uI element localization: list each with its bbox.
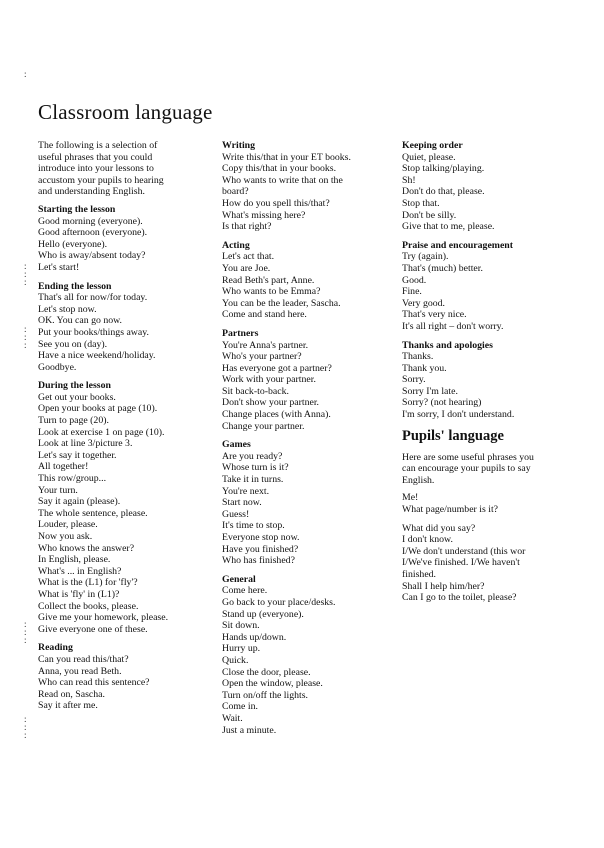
phrase-line: Now you ask. (38, 531, 93, 542)
intro-line: useful phrases that you could (38, 151, 153, 163)
phrase-line: I/We've finished. I/We haven't (402, 557, 520, 569)
phrase-line: Are you ready? (222, 450, 283, 462)
section-heading: Partners (222, 327, 259, 339)
section-block (38, 281, 220, 374)
phrase-line: Is that right? (222, 221, 272, 233)
intro-line: English. (402, 474, 435, 486)
phrase-line: Stop talking/playing. (402, 163, 485, 175)
phrase-line: Get out your books. (38, 391, 116, 403)
margin-marks: : : : (24, 714, 27, 740)
phrase-line: How do you spell this/that? (222, 197, 330, 209)
pupils-intro (402, 452, 570, 487)
section-block (402, 340, 570, 421)
phrase-line: Let's say it together. (38, 449, 117, 461)
phrase-line: The whole sentence, please. (38, 507, 148, 519)
phrase-line: Read Beth's part, Anne. (222, 274, 315, 286)
phrase-line: Who knows the answer? (38, 542, 135, 554)
section-block (402, 240, 570, 333)
intro-line: The following is a selection of (38, 140, 158, 151)
section-block (38, 380, 220, 635)
column-3 (402, 140, 570, 611)
phrase-line: What page/number is it? (402, 504, 499, 516)
phrase-line: Guess! (222, 508, 250, 520)
phrase-line: Let's act that. (222, 251, 275, 263)
intro-paragraph (38, 140, 220, 198)
phrase-line: Who is away/absent today? (38, 250, 146, 262)
section-block (402, 140, 570, 233)
phrase-line: Say it after me. (38, 700, 98, 712)
section-heading: Starting the lesson (38, 203, 116, 215)
phrase-line: You can be the leader, Sascha. (222, 297, 341, 309)
phrase-line: Don't do that, please. (402, 186, 485, 198)
phrase-line: Work with your partner. (222, 374, 316, 386)
phrase-line: You are Joe. (222, 262, 271, 274)
phrase-line: Who's your partner? (222, 351, 302, 363)
phrase-line: Me! (402, 492, 419, 504)
phrase-line: Wait. (222, 712, 243, 724)
phrase-line: Stop that. (402, 197, 440, 209)
phrase-line: Shall I help him/her? (402, 580, 485, 592)
phrase-line: In English, please. (38, 554, 111, 566)
phrase-line: Thanks. (402, 351, 434, 363)
phrase-line: Close the door, please. (222, 666, 311, 678)
phrase-line: That's very nice. (402, 309, 467, 321)
section-block (38, 642, 220, 712)
phrase-line: Who can read this sentence? (38, 677, 150, 689)
phrase-line: Good morning (everyone). (38, 215, 143, 227)
phrase-line: Sit down. (222, 620, 260, 632)
section-block (222, 240, 400, 321)
phrase-line: Come and stand here. (222, 309, 307, 321)
section-heading: Keeping order (402, 140, 463, 151)
phrase-line: That's all for now/for today. (38, 292, 148, 304)
column-2 (222, 140, 400, 743)
phrase-line: Start now. (222, 497, 262, 509)
intro-line: Here are some useful phrases you (402, 451, 534, 463)
phrase-line: Good afternoon (everyone). (38, 227, 148, 239)
section-list (38, 204, 220, 712)
phrase-line: Hello (everyone). (38, 238, 108, 250)
phrase-line: What is the (L1) for 'fly'? (38, 577, 138, 589)
phrase-line: Sit back-to-back. (222, 385, 289, 397)
column-1 (38, 140, 220, 719)
phrase-line: Goodbye. (38, 361, 77, 373)
phrase-line: Don't show your partner. (222, 397, 319, 409)
section-heading: Acting (222, 239, 250, 251)
section-list (402, 140, 570, 421)
section-heading: General (222, 573, 256, 585)
phrase-line: Change places (with Anna). (222, 409, 331, 421)
phrase-line: Whose turn is it? (222, 462, 289, 474)
margin-marks: : (24, 69, 27, 79)
phrase-line: Don't be silly. (402, 209, 457, 221)
phrase-line: Look at exercise 1 on page (10). (38, 426, 165, 438)
phrase-line: Very good. (402, 297, 445, 309)
phrase-line: Sh! (402, 174, 416, 186)
phrase-line: Sorry I'm late. (402, 385, 458, 397)
phrase-line: Come in. (222, 701, 258, 713)
phrase-line: Good. (402, 274, 427, 286)
phrase-line: Who wants to write that on the (222, 174, 343, 186)
phrase-line: Everyone stop now. (222, 532, 300, 543)
phrase-line: Take it in turns. (222, 474, 284, 486)
phrase-line: It's time to stop. (222, 520, 285, 532)
pupils-language-heading: Pupils' language (402, 427, 504, 444)
phrase-line: board? (222, 186, 249, 198)
phrase-line: Open the window, please. (222, 678, 323, 690)
phrase-line: Your turn. (38, 484, 78, 496)
pupils-group (402, 492, 570, 515)
phrase-line: You're Anna's partner. (222, 339, 309, 351)
phrase-line: Has everyone got a partner? (222, 362, 332, 374)
phrase-line: Quiet, please. (402, 151, 456, 163)
pupils-group (402, 523, 570, 604)
intro-line: introduce into your lessons to (38, 163, 154, 175)
section-block (222, 574, 400, 736)
phrase-line: Anna, you read Beth. (38, 665, 122, 677)
phrase-line: Give that to me, please. (402, 221, 495, 233)
phrase-line: OK. You can go now. (38, 315, 122, 327)
phrase-line: Read on, Sascha. (38, 688, 105, 700)
section-heading: Praise and encouragement (402, 239, 514, 251)
phrase-line: Let's stop now. (38, 303, 97, 315)
section-list (222, 140, 400, 736)
phrase-line: Give everyone one of these. (38, 623, 148, 635)
phrase-line: Try (again). (402, 251, 449, 263)
section-heading: During the lesson (38, 380, 111, 392)
phrase-line: Change your partner. (222, 420, 305, 432)
intro-line: can encourage your pupils to say (402, 463, 531, 475)
phrase-line: Quick. (222, 654, 249, 666)
phrase-line: Go back to your place/desks. (222, 596, 336, 608)
page-title: Classroom language (38, 100, 213, 124)
phrase-line: Have a nice weekend/holiday. (38, 350, 156, 362)
phrase-line: Stand up (everyone). (222, 608, 304, 620)
phrase-line: Give me your homework, please. (38, 612, 169, 624)
section-block (38, 204, 220, 274)
section-block (222, 439, 400, 567)
phrase-line: Write this/that in your ET books. (222, 151, 351, 163)
phrase-line: Let's start! (38, 261, 80, 273)
margin-marks: : : : (24, 324, 27, 350)
phrase-line: Come here. (222, 585, 268, 597)
phrase-line: Can you read this/that? (38, 653, 129, 665)
section-heading: Ending the lesson (38, 280, 112, 292)
phrase-line: Louder, please. (38, 519, 98, 531)
phrase-line: Hurry up. (222, 643, 261, 655)
phrase-line: Copy this/that in your books. (222, 163, 337, 175)
section-block (222, 328, 400, 432)
intro-line: and understanding English. (38, 186, 145, 198)
phrase-line: Say it again (please). (38, 496, 121, 508)
phrase-line: Who has finished? (222, 555, 295, 567)
phrase-line: Open your books at page (10). (38, 403, 158, 415)
phrase-line: Just a minute. (222, 724, 277, 736)
phrase-line: Fine. (402, 286, 422, 298)
phrase-line: Have you finished? (222, 543, 299, 555)
phrase-line: All together! (38, 461, 89, 473)
section-block (222, 140, 400, 233)
section-heading: Writing (222, 140, 256, 151)
phrase-line: That's (much) better. (402, 262, 483, 274)
phrase-line: Thank you. (402, 362, 447, 374)
phrase-line: finished. (402, 569, 437, 580)
phrase-line: Sorry? (not hearing) (402, 397, 482, 409)
phrase-line: It's all right – don't worry. (402, 320, 504, 332)
phrase-line: Can I go to the toilet, please? (402, 592, 517, 604)
phrase-line: Hands up/down. (222, 631, 287, 643)
phrase-line: Sorry. (402, 374, 426, 386)
section-heading: Reading (38, 642, 73, 654)
phrase-line: Who wants to be Emma? (222, 286, 321, 298)
phrase-line: What's ... in English? (38, 565, 122, 577)
margin-marks: : : : (24, 619, 27, 645)
intro-line: accustom your pupils to hearing (38, 174, 164, 186)
section-heading: Thanks and apologies (402, 339, 493, 351)
margin-marks: : : : (24, 261, 27, 287)
phrase-line: Turn to page (20). (38, 415, 109, 427)
phrase-line: I/We don't understand (this wor (402, 545, 526, 557)
phrase-line: What is 'fly' in (L1)? (38, 588, 120, 600)
phrase-line: I'm sorry, I don't understand. (402, 409, 515, 421)
phrase-line: See you on (day). (38, 338, 108, 350)
phrase-line: Turn on/off the lights. (222, 689, 309, 701)
phrase-line: You're next. (222, 485, 270, 497)
phrase-line: This row/group... (38, 473, 107, 485)
phrase-line: Put your books/things away. (38, 326, 149, 338)
phrase-line: Collect the books, please. (38, 600, 139, 612)
phrase-line: Look at line 3/picture 3. (38, 438, 133, 450)
phrase-line: What did you say? (402, 522, 476, 534)
phrase-line: What's missing here? (222, 209, 306, 221)
section-heading: Games (222, 439, 251, 451)
phrase-line: I don't know. (402, 534, 453, 546)
